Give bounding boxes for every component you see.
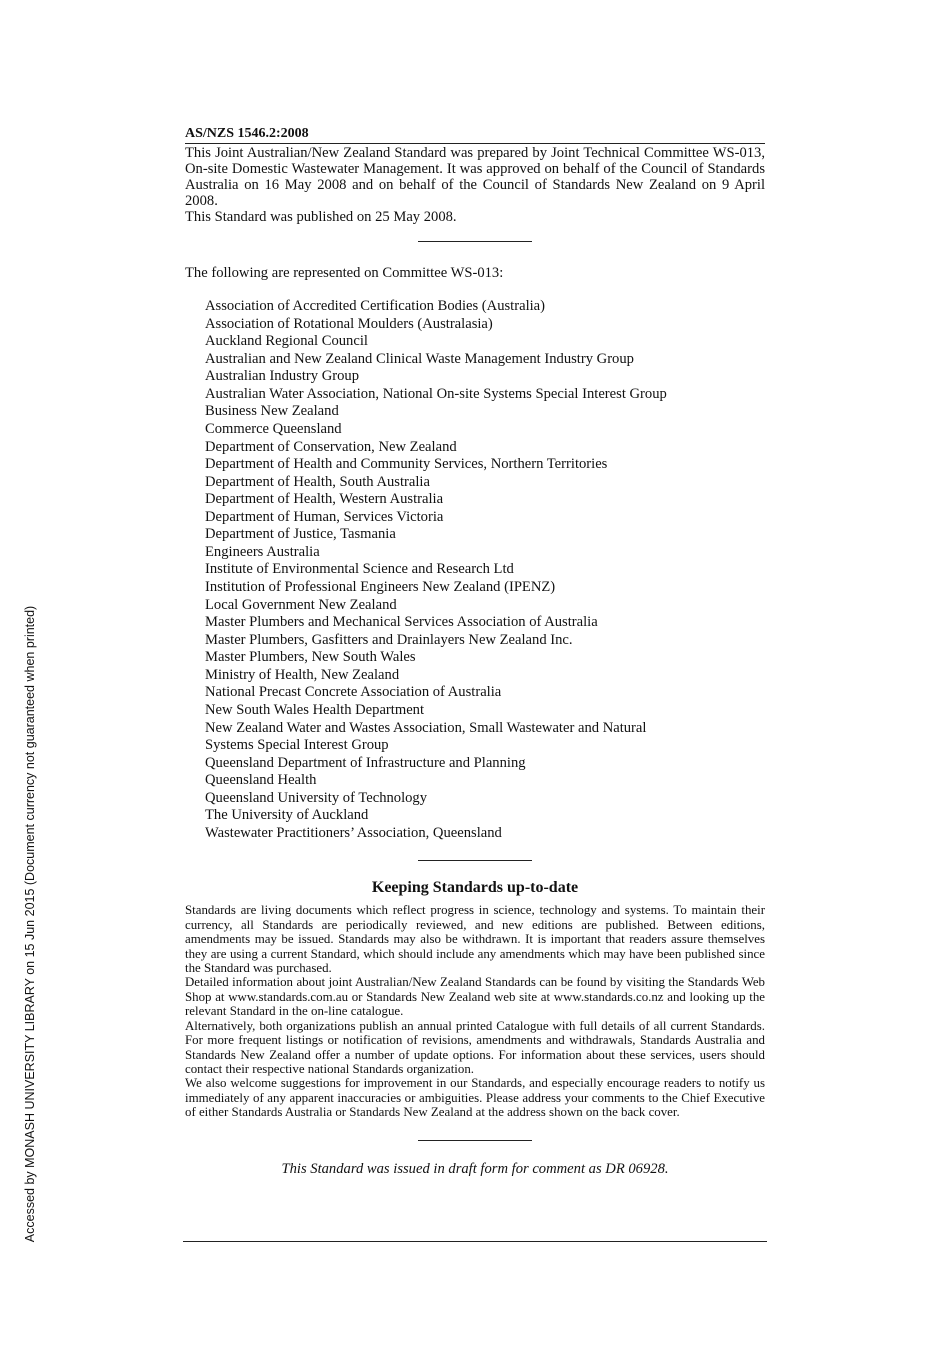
access-watermark: Accessed by MONASH UNIVERSITY LIBRARY on 15 Jun 2015 (Document currency not guaranteed when printed) — [23, 605, 37, 1243]
committee-member: Queensland University of Technology — [205, 789, 428, 806]
document-page — [185, 125, 765, 1178]
committee-member: Department of Human, Services Victoria — [205, 508, 444, 525]
keeping-standards-heading: Keeping Standards up-to-date — [371, 879, 579, 897]
committee-member: The University of Auckland — [205, 807, 369, 824]
committee-member-list — [205, 298, 765, 842]
committee-member: Ministry of Health, New Zealand — [205, 666, 400, 683]
committee-member: Australian and New Zealand Clinical Waste Management Industry Group — [205, 350, 634, 367]
committee-member: Department of Justice, Tasmania — [205, 526, 396, 543]
committee-member: Department of Health, Western Australia — [205, 491, 444, 508]
keeping-paragraph: We also welcome suggestions for improvement in our Standards, and especially encourage readers to notify us immediately of any apparent inaccuracies or ambiguities. Please address your comments to the Chief Executive of either Standards Australia or Standards New Zealand at the address shown on the back cover. — [185, 1076, 765, 1120]
committee-member: Association of Rotational Moulders (Australasia) — [205, 315, 493, 332]
committee-member: Master Plumbers and Mechanical Services Association of Australia — [205, 614, 598, 631]
committee-member: Department of Conservation, New Zealand — [205, 438, 457, 455]
committee-member: Master Plumbers, Gasfitters and Drainlayers New Zealand Inc. — [205, 631, 573, 648]
section-divider — [418, 860, 532, 861]
committee-member: Business New Zealand — [205, 403, 339, 420]
section-divider — [418, 1140, 532, 1141]
committee-member: Queensland Department of Infrastructure and Planning — [205, 754, 526, 771]
committee-member: National Precast Concrete Association of Australia — [205, 684, 502, 701]
publication-date-text: This Standard was published on 25 May 2008. — [185, 209, 457, 225]
committee-member: Local Government New Zealand — [205, 596, 397, 613]
page-bottom-rule — [183, 1241, 767, 1242]
committee-member: Institute of Environmental Science and Research Ltd — [205, 561, 514, 578]
keeping-paragraph: Alternatively, both organizations publish an annual printed Catalogue with full details of all current Standards. For more frequent listings or notification of revisions, amendments and withdrawals, Standards Australia and Standards New Zealand offer a number of update options. For information about these services, users should contact their respective national Standards organization. — [185, 1018, 765, 1076]
committee-intro: The following are represented on Committee WS-013: — [185, 265, 504, 281]
preparation-text: This Joint Australian/New Zealand Standard was prepared by Joint Technical Committee WS-013, On-site Domestic Wastewater Management. It was approved on behalf of the Council of Standards Australia on 16 May 2008 and on behalf of the Council of Standards New Zealand on 9 April 2008. — [185, 145, 765, 209]
committee-member: New Zealand Water and Wastes Association, Small Wastewater and Natural — [205, 719, 647, 736]
committee-member: Wastewater Practitioners’ Association, Queensland — [205, 824, 502, 841]
keeping-paragraph: Detailed information about joint Australian/New Zealand Standards can be found by visiting the Standards Web Shop at www.standards.com.au or Standards New Zealand web site at www.standards.co.nz and looking up the relevant Standard in the on-line catalogue. — [185, 975, 765, 1019]
committee-member: Association of Accredited Certification Bodies (Australia) — [205, 298, 546, 314]
committee-member: Australian Water Association, National On-site Systems Special Interest Group — [205, 385, 667, 402]
draft-note: This Standard was issued in draft form for comment as DR 06928. — [281, 1160, 669, 1177]
keeping-standards-body — [185, 903, 765, 1119]
committee-member: Auckland Regional Council — [205, 333, 368, 350]
preparation-statement — [185, 145, 765, 225]
committee-member: Australian Industry Group — [205, 368, 360, 385]
committee-member: Department of Health, South Australia — [205, 473, 430, 490]
committee-member: New South Wales Health Department — [205, 701, 425, 718]
committee-member: Systems Special Interest Group — [205, 737, 389, 754]
committee-member: Engineers Australia — [205, 543, 320, 560]
committee-member: Department of Health and Community Services, Northern Territories — [205, 456, 608, 473]
committee-member: Institution of Professional Engineers New Zealand (IPENZ) — [205, 579, 556, 595]
committee-member: Master Plumbers, New South Wales — [205, 649, 416, 666]
section-divider — [418, 241, 532, 242]
standard-number: AS/NZS 1546.2:2008 — [185, 125, 765, 144]
keeping-paragraph: Standards are living documents which reflect progress in science, technology and systems. To maintain their currency, all Standards are periodically reviewed, and new editions are published. Between editions, amendments may be issued. Standards may also be withdrawn. It is important that readers assure themselves they are using a current Standard, which should include any amendments which may have been published since the Standard was purchased. — [185, 903, 765, 976]
committee-member: Queensland Health — [205, 772, 317, 789]
committee-member: Commerce Queensland — [205, 420, 342, 437]
